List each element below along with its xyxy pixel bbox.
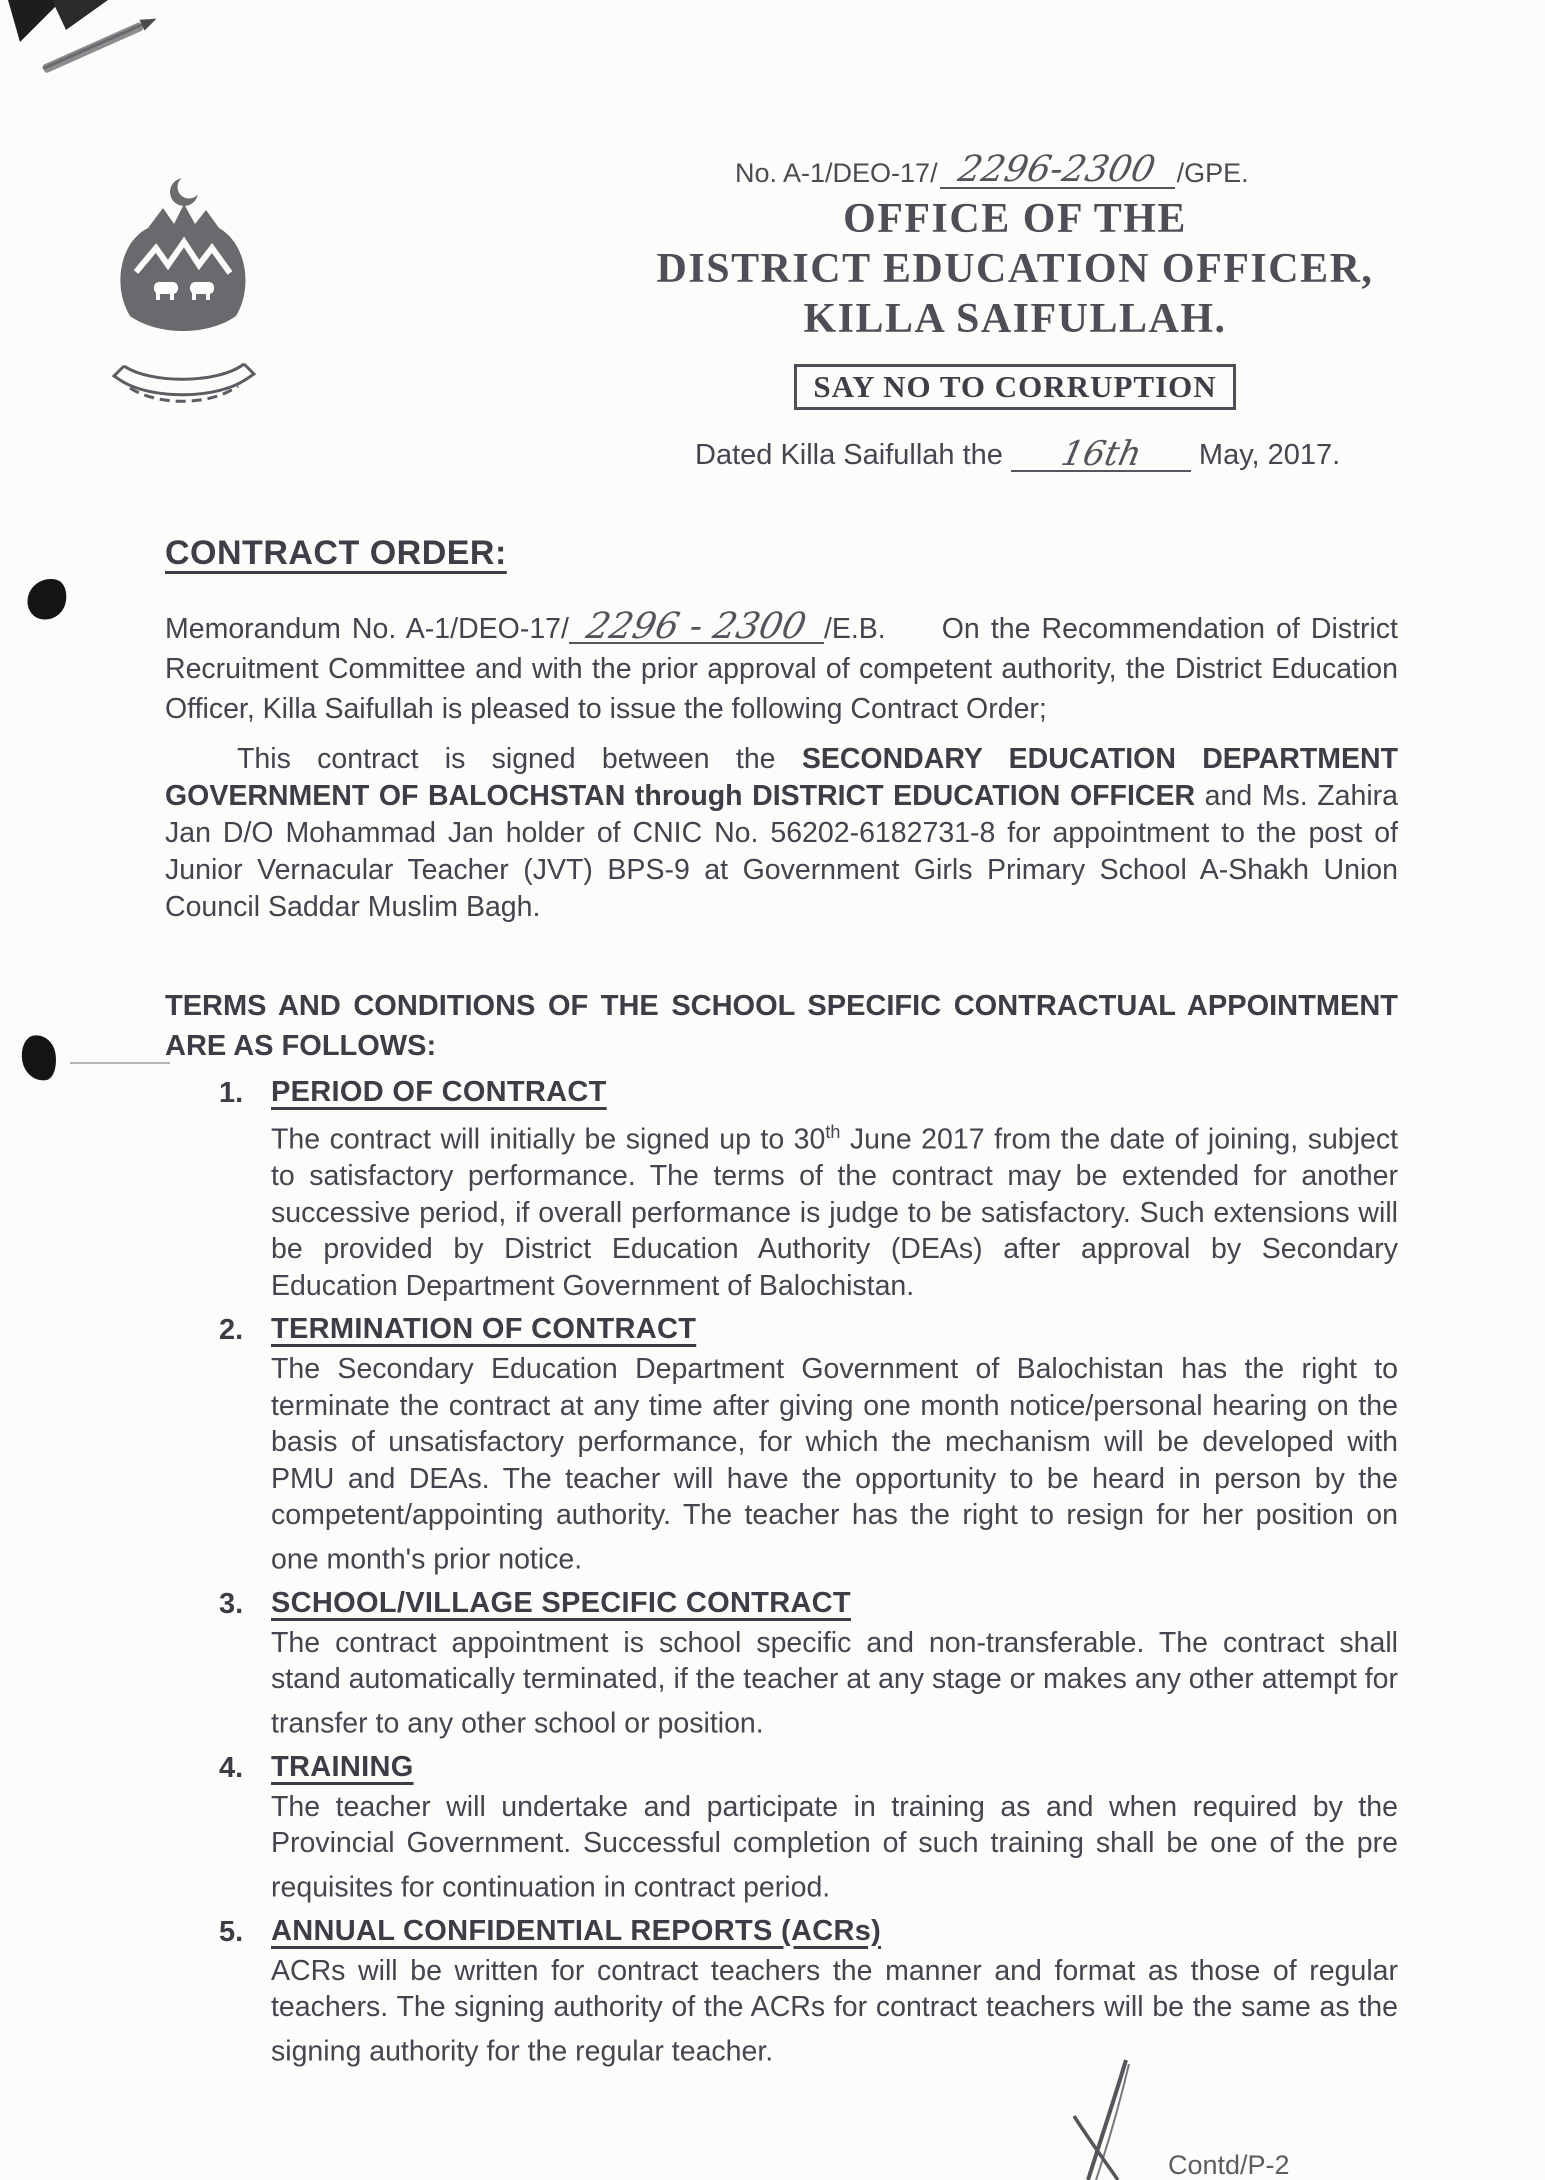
date-line xyxy=(695,434,1341,474)
term-body-text: The contract will initially be signed up to 30 xyxy=(271,1123,826,1156)
document-body xyxy=(165,534,1398,2079)
term-body xyxy=(271,1114,1398,1304)
continuation-note: Contd/P-2 xyxy=(1168,2150,1290,2180)
contract-order-title: CONTRACT ORDER: xyxy=(165,534,507,572)
office-title-line1: OFFICE OF THE xyxy=(843,196,1187,242)
memo-prefix: Memorandum No. A-1/DEO-17/ xyxy=(165,613,569,645)
term-body-text-cont: June 2017 from the date of joining, subject to satisfactory performance. The terms of the contract may be extended for another successive period, if overall performance is judge to be satisfactory. Such extensions will be provided by District Education Authority (DEAs) after approval by Secondary Education Department Government of Balochistan. xyxy=(271,1123,1398,1302)
scan-corner-artifact-icon xyxy=(0,0,190,110)
term-number: 1. xyxy=(219,1077,244,1109)
anti-corruption-motto: SAY NO TO CORRUPTION xyxy=(794,364,1235,410)
term-body-text: The Secondary Education Department Government of Balochistan has the right to terminate the contract at any time after giving one month notice/personal hearing on the basis of unsatisfactory performance, for which the mechanism will be developed with PMU and DEAs. The teacher will have the opportunity to be heard in person by the competent/appointing authority. The teacher has the right to resign for her position on one month's prior notice. xyxy=(271,1353,1398,1575)
agreement-rest: and Ms. Zahira Jan D/O Mohammad Jan holder of CNIC No. 56202-6182731-8 for appointment to the post of Junior Vernacular Teacher (JVT) BPS-9 at Government Girls Primary School A-Shakh Union Council Saddar Muslim Bagh. xyxy=(165,780,1398,923)
term-body xyxy=(271,1953,1398,2070)
reference-suffix: /GPE. xyxy=(1176,158,1249,188)
margin-line-artifact xyxy=(70,1062,170,1064)
agreement-lead: This contract is signed between the xyxy=(237,743,802,775)
district-education-office-emblem-icon xyxy=(108,166,258,428)
term-heading: PERIOD OF CONTRACT xyxy=(271,1076,607,1108)
term-heading: TERMINATION OF CONTRACT xyxy=(271,1313,697,1345)
term-number: 4. xyxy=(219,1751,244,1784)
term-body xyxy=(271,1351,1398,1578)
term-heading: SCHOOL/VILLAGE SPECIFIC CONTRACT xyxy=(271,1586,851,1619)
date-handwritten-day: 16th xyxy=(1011,438,1191,472)
terms-and-conditions-heading: TERMS AND CONDITIONS OF THE SCHOOL SPECIFIC CONTRACTUAL APPOINTMENT ARE AS FOLLOWS: xyxy=(165,990,1398,1062)
term-item-training xyxy=(165,1751,1398,1906)
term-heading: TRAINING xyxy=(271,1750,414,1783)
term-item-termination-of-contract xyxy=(165,1313,1398,1578)
term-number: 5. xyxy=(219,1915,244,1948)
term-heading: ANNUAL CONFIDENTIAL REPORTS (ACRs) xyxy=(271,1914,882,1947)
date-prefix: Dated Killa Saifullah the xyxy=(695,439,1003,471)
term-body-superscript: th xyxy=(825,1122,841,1142)
term-item-school-village-specific-contract xyxy=(165,1587,1398,1742)
term-number: 3. xyxy=(219,1587,244,1620)
term-item-period-of-contract xyxy=(165,1076,1398,1304)
term-body xyxy=(271,1789,1398,1906)
office-title-line3: KILLA SAIFULLAH. xyxy=(803,296,1227,342)
agreement-paragraph xyxy=(165,741,1398,926)
reference-number-line xyxy=(735,149,1249,190)
term-number: 2. xyxy=(219,1314,244,1346)
office-title-line2: DISTRICT EDUCATION OFFICER, xyxy=(656,246,1374,292)
agreement-parties-bold: SECONDARY EDUCATION DEPARTMENT GOVERNMENT OF BALOCHSTAN through DISTRICT EDUCATION OFFICER xyxy=(165,743,1398,812)
ink-blob-artifact xyxy=(23,574,70,624)
ink-blob-artifact xyxy=(19,1033,60,1084)
reference-prefix: No. A-1/DEO-17/ xyxy=(735,158,938,188)
term-body-text: The contract appointment is school specific and non-transferable. The contract shall stand automatically terminated, if the teacher at any stage or makes any other attempt for transfer to any other school or position. xyxy=(271,1626,1398,1739)
date-suffix: May, 2017. xyxy=(1198,439,1341,471)
term-body-text: The teacher will undertake and participate in training as and when required by the Provincial Government. Successful completion of such training shall be one of the pre requisites for continuation in contract period. xyxy=(271,1790,1398,1903)
memo-body: On the Recommendation of District Recruitment Committee and with the prior approval of competent authority, the District Education Officer, Killa Saifullah is pleased to issue the following Contract Order; xyxy=(165,613,1398,725)
motto-row xyxy=(620,364,1410,410)
memo-handwritten-number: 2296 - 2300 xyxy=(569,611,824,644)
term-item-annual-confidential-reports xyxy=(165,1915,1398,2070)
memorandum-paragraph xyxy=(165,606,1398,729)
reference-handwritten-number: 2296-2300 xyxy=(940,152,1175,189)
term-body-text: ACRs will be written for contract teachers the manner and format as those of regular teachers. The signing authority of the ACRs for contract teachers will be the same as the signing authority for the regular teacher. xyxy=(271,1954,1398,2067)
term-body xyxy=(271,1625,1398,1742)
memo-suffix: /E.B. xyxy=(823,613,886,645)
office-letterhead-title xyxy=(620,194,1410,344)
